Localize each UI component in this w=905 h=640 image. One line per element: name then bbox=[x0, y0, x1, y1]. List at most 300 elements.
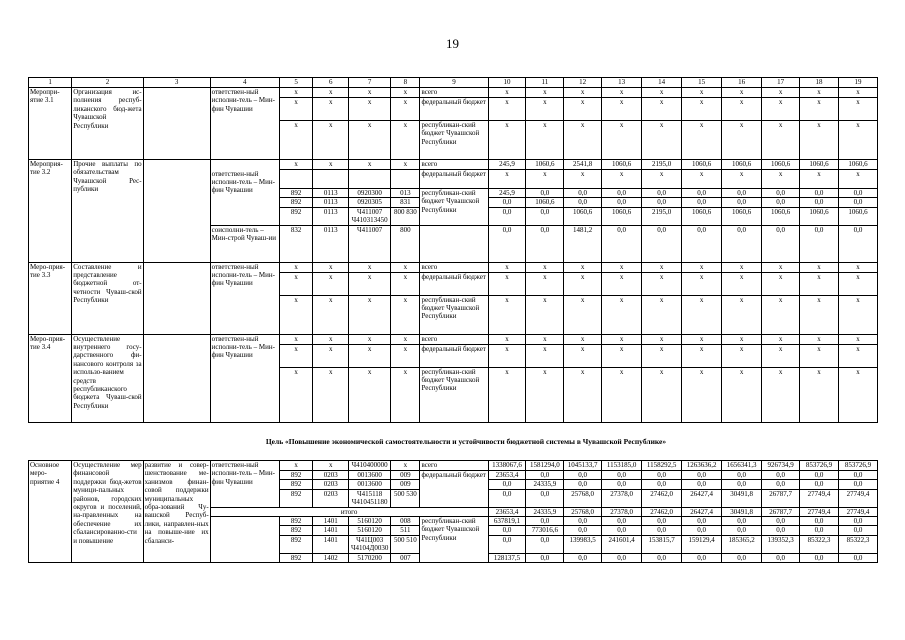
funding-source bbox=[420, 225, 488, 262]
measure-code: Меро-прия-тие 3.3 bbox=[29, 262, 72, 334]
column-number-header: 16 bbox=[722, 78, 762, 88]
value-cell: x bbox=[762, 121, 800, 160]
measure-code: Меропри-ятие 3.1 bbox=[29, 88, 72, 160]
budget-code-cell: x bbox=[279, 334, 313, 344]
value-cell: x bbox=[602, 98, 642, 121]
value-cell: 0,0 bbox=[526, 471, 564, 480]
value-cell: 139983,5 bbox=[564, 535, 602, 553]
m34-row bbox=[29, 334, 878, 344]
value-cell: x bbox=[838, 262, 877, 272]
value-cell: x bbox=[526, 262, 564, 272]
value-cell: x bbox=[722, 334, 762, 344]
value-cell: 0,0 bbox=[602, 198, 642, 207]
budget-code-cell: 009 bbox=[391, 471, 420, 480]
value-cell: x bbox=[488, 272, 526, 295]
value-cell: x bbox=[602, 121, 642, 160]
value-cell: x bbox=[602, 170, 642, 189]
value-cell: 0,0 bbox=[838, 225, 877, 262]
value-cell: x bbox=[642, 98, 682, 121]
funding-source: республикан-ский бюджет Чувашской Республики bbox=[420, 367, 488, 422]
value-cell: 1060,6 bbox=[800, 160, 839, 170]
value-cell: 0,0 bbox=[682, 198, 722, 207]
budget-code-cell bbox=[313, 170, 349, 189]
value-cell: 1060,6 bbox=[722, 160, 762, 170]
measure-name: Прочие выплаты по обязательствам Чувашской Рес-публики bbox=[72, 160, 143, 263]
budget-code-cell: 500 510 bbox=[391, 535, 420, 553]
column-number-header: 1 bbox=[29, 78, 72, 88]
value-cell: 0,0 bbox=[838, 553, 877, 562]
value-cell: 1060,6 bbox=[564, 207, 602, 225]
column-number-header: 3 bbox=[143, 78, 210, 88]
budget-code-cell: x bbox=[349, 295, 391, 334]
value-cell: 1263636,2 bbox=[682, 461, 722, 471]
value-cell: 0,0 bbox=[488, 207, 526, 225]
budget-code-cell: x bbox=[313, 295, 349, 334]
task-cell bbox=[143, 334, 210, 422]
task-cell bbox=[143, 160, 210, 263]
budget-code-cell: x bbox=[349, 160, 391, 170]
funding-source: республикан-ский бюджет Чувашской Республики bbox=[420, 189, 488, 226]
column-number-header: 4 bbox=[210, 78, 279, 88]
budget-code-cell: x bbox=[349, 98, 391, 121]
column-number-header: 5 bbox=[279, 78, 313, 88]
value-cell: x bbox=[488, 98, 526, 121]
value-cell: 0,0 bbox=[564, 526, 602, 535]
value-cell: 245,9 bbox=[488, 189, 526, 198]
value-cell: x bbox=[642, 295, 682, 334]
value-cell: x bbox=[838, 170, 877, 189]
budget-code-cell: 892 bbox=[279, 480, 313, 489]
value-cell: 0,0 bbox=[762, 225, 800, 262]
value-cell: x bbox=[762, 272, 800, 295]
value-cell: 0,0 bbox=[602, 225, 642, 262]
value-cell: x bbox=[722, 170, 762, 189]
value-cell: 0,0 bbox=[642, 480, 682, 489]
value-cell: x bbox=[564, 262, 602, 272]
budget-code-cell: x bbox=[391, 367, 420, 422]
column-number-header: 9 bbox=[420, 78, 488, 88]
value-cell: 0,0 bbox=[722, 517, 762, 526]
value-cell: x bbox=[762, 88, 800, 98]
value-cell: 0,0 bbox=[526, 517, 564, 526]
funding-source: всего bbox=[420, 461, 488, 471]
value-cell: x bbox=[682, 121, 722, 160]
value-cell: 0,0 bbox=[682, 189, 722, 198]
responsible-executor: ответствен-ный исполни-тель – Мин-фин Чувашии bbox=[210, 461, 279, 508]
value-cell: x bbox=[526, 272, 564, 295]
value-cell: 0,0 bbox=[526, 207, 564, 225]
funding-source: республикан-ский бюджет Чувашской Республики bbox=[420, 295, 488, 334]
value-cell: x bbox=[564, 334, 602, 344]
m32-row bbox=[29, 160, 878, 170]
budget-code-cell: 892 bbox=[279, 489, 313, 507]
value-cell: 0,0 bbox=[602, 517, 642, 526]
value-cell: x bbox=[602, 334, 642, 344]
subtotal-label: итого bbox=[210, 507, 488, 516]
value-cell: x bbox=[526, 367, 564, 422]
value-cell: 0,0 bbox=[800, 553, 839, 562]
budget-code-cell: 0013600 bbox=[349, 480, 391, 489]
om4-row bbox=[29, 461, 878, 471]
budget-code-cell: 0113 bbox=[313, 225, 349, 262]
value-cell: 0,0 bbox=[762, 526, 800, 535]
value-cell: 0,0 bbox=[488, 225, 526, 262]
value-cell: 0,0 bbox=[800, 526, 839, 535]
column-number-header: 15 bbox=[682, 78, 722, 88]
value-cell: 1060,6 bbox=[682, 160, 722, 170]
value-cell: 0,0 bbox=[526, 535, 564, 553]
budget-code-cell: x bbox=[391, 262, 420, 272]
value-cell: 27749,4 bbox=[800, 489, 839, 507]
value-cell: 1481,2 bbox=[564, 225, 602, 262]
responsible-executor bbox=[210, 160, 279, 170]
funding-source: всего bbox=[420, 334, 488, 344]
responsible-executor: ответствен-ный исполни-тель – Мин-фин Чувашии bbox=[210, 334, 279, 422]
value-cell: 26427,4 bbox=[682, 489, 722, 507]
value-cell: 0,0 bbox=[800, 471, 839, 480]
value-cell: 23653,4 bbox=[488, 471, 526, 480]
value-cell: x bbox=[762, 170, 800, 189]
budget-code-cell: 1401 bbox=[313, 526, 349, 535]
value-cell: 30491,8 bbox=[722, 489, 762, 507]
value-cell: 0,0 bbox=[800, 225, 839, 262]
budget-code-cell: 892 bbox=[279, 189, 313, 198]
funding-source: всего bbox=[420, 262, 488, 272]
measure-code: Мероприя-тие 3.2 bbox=[29, 160, 72, 263]
budget-code-cell: 0113 bbox=[313, 198, 349, 207]
value-cell: x bbox=[564, 88, 602, 98]
m31-row bbox=[29, 88, 878, 98]
value-cell: 0,0 bbox=[762, 480, 800, 489]
value-cell: x bbox=[762, 367, 800, 422]
budget-code-cell: x bbox=[279, 461, 313, 471]
value-cell: 1045133,7 bbox=[564, 461, 602, 471]
budget-code-cell: 007 bbox=[391, 553, 420, 562]
m33-row bbox=[29, 262, 878, 272]
value-cell: 0,0 bbox=[564, 198, 602, 207]
value-cell: x bbox=[642, 262, 682, 272]
budget-code-cell: x bbox=[349, 344, 391, 367]
value-cell: 0,0 bbox=[642, 553, 682, 562]
value-cell: x bbox=[800, 344, 839, 367]
value-cell: 0,0 bbox=[682, 553, 722, 562]
goal-table bbox=[28, 460, 878, 563]
column-number-header: 11 bbox=[526, 78, 564, 88]
value-cell: 128137,5 bbox=[488, 553, 526, 562]
value-cell: x bbox=[838, 88, 877, 98]
value-cell: 1060,6 bbox=[526, 160, 564, 170]
value-cell: 0,0 bbox=[762, 471, 800, 480]
value-cell: x bbox=[564, 272, 602, 295]
value-cell: 0,0 bbox=[564, 517, 602, 526]
budget-code-cell: x bbox=[313, 344, 349, 367]
value-cell: x bbox=[526, 98, 564, 121]
budget-code-cell: 5160120 bbox=[349, 517, 391, 526]
budget-code-cell: x bbox=[313, 121, 349, 160]
value-cell: 0,0 bbox=[722, 480, 762, 489]
task-cell bbox=[143, 262, 210, 334]
value-cell: 0,0 bbox=[800, 198, 839, 207]
value-cell: 0,0 bbox=[838, 526, 877, 535]
value-cell: 1060,6 bbox=[838, 160, 877, 170]
budget-code-cell: x bbox=[349, 88, 391, 98]
value-cell: x bbox=[800, 367, 839, 422]
value-cell: 0,0 bbox=[564, 471, 602, 480]
budget-code-cell: 800 bbox=[391, 225, 420, 262]
value-cell: 0,0 bbox=[682, 517, 722, 526]
value-cell: 1153185,0 bbox=[602, 461, 642, 471]
budget-code-cell: 892 bbox=[279, 471, 313, 480]
value-cell: x bbox=[682, 170, 722, 189]
measure-code: Основное меро-приятие 4 bbox=[29, 461, 72, 563]
value-cell: x bbox=[800, 262, 839, 272]
value-cell: 2195,0 bbox=[642, 160, 682, 170]
value-cell: 0,0 bbox=[488, 480, 526, 489]
value-cell: 0,0 bbox=[762, 553, 800, 562]
value-cell: 241601,4 bbox=[602, 535, 642, 553]
value-cell: 1656341,3 bbox=[722, 461, 762, 471]
value-cell: 0,0 bbox=[722, 189, 762, 198]
value-cell: 25768,0 bbox=[564, 489, 602, 507]
budget-code-cell: x bbox=[313, 88, 349, 98]
budget-code-cell: Ч411007 Ч410313450 bbox=[349, 207, 391, 225]
value-cell: 0,0 bbox=[526, 189, 564, 198]
budget-code-cell: 5160120 bbox=[349, 526, 391, 535]
value-cell: 27749,4 bbox=[800, 507, 839, 516]
value-cell: 2195,0 bbox=[642, 207, 682, 225]
budget-code-cell: x bbox=[349, 262, 391, 272]
value-cell: x bbox=[682, 98, 722, 121]
value-cell: x bbox=[838, 272, 877, 295]
value-cell: x bbox=[602, 295, 642, 334]
value-cell: x bbox=[762, 344, 800, 367]
value-cell: 0,0 bbox=[642, 517, 682, 526]
budget-code-cell: x bbox=[313, 262, 349, 272]
budget-code-cell: 013 bbox=[391, 189, 420, 198]
value-cell: x bbox=[488, 367, 526, 422]
measure-name: Осуществление внутреннего госу-дарственного фи-нансового контроля за использо-ванием средств республиканского бюджета Чуваш-ской Республики bbox=[72, 334, 143, 422]
value-cell: 2541,8 bbox=[564, 160, 602, 170]
budget-code-cell: 0203 bbox=[313, 480, 349, 489]
budget-code-cell: x bbox=[391, 98, 420, 121]
budget-code-cell: x bbox=[391, 160, 420, 170]
value-cell: x bbox=[800, 98, 839, 121]
value-cell: 0,0 bbox=[800, 189, 839, 198]
value-cell: 23653,4 bbox=[488, 507, 526, 516]
value-cell: x bbox=[564, 170, 602, 189]
budget-code-cell: x bbox=[279, 88, 313, 98]
value-cell: x bbox=[722, 88, 762, 98]
value-cell: 1060,6 bbox=[682, 207, 722, 225]
value-cell: 1060,6 bbox=[602, 160, 642, 170]
value-cell: 926734,9 bbox=[762, 461, 800, 471]
value-cell: 1060,6 bbox=[800, 207, 839, 225]
value-cell: 637819,1 bbox=[488, 517, 526, 526]
budget-code-cell: 009 bbox=[391, 480, 420, 489]
value-cell: x bbox=[526, 344, 564, 367]
value-cell: 0,0 bbox=[722, 471, 762, 480]
value-cell: x bbox=[602, 272, 642, 295]
value-cell: x bbox=[762, 295, 800, 334]
measure-name: Организация ис-полнения респуб-ликанского бюд-жета Чувашской Республики bbox=[72, 88, 143, 160]
budget-code-cell: x bbox=[391, 88, 420, 98]
value-cell: 0,0 bbox=[762, 189, 800, 198]
value-cell: x bbox=[526, 170, 564, 189]
budget-code-cell: 0113 bbox=[313, 207, 349, 225]
budget-code-cell: x bbox=[313, 461, 349, 471]
value-cell: 1060,6 bbox=[762, 160, 800, 170]
budget-code-cell: 0013600 bbox=[349, 471, 391, 480]
budget-code-cell: 5170200 bbox=[349, 553, 391, 562]
budget-code-cell: x bbox=[391, 121, 420, 160]
program-table bbox=[28, 77, 878, 423]
funding-source: федеральный бюджет bbox=[420, 344, 488, 367]
budget-code-cell: 0113 bbox=[313, 189, 349, 198]
column-number-header: 10 bbox=[488, 78, 526, 88]
value-cell: x bbox=[564, 344, 602, 367]
value-cell: 24335,9 bbox=[526, 507, 564, 516]
value-cell: x bbox=[642, 344, 682, 367]
value-cell: 0,0 bbox=[762, 198, 800, 207]
value-cell: x bbox=[838, 344, 877, 367]
value-cell: 153815,7 bbox=[642, 535, 682, 553]
column-number-header: 8 bbox=[391, 78, 420, 88]
value-cell: x bbox=[564, 121, 602, 160]
value-cell: x bbox=[564, 367, 602, 422]
budget-code-cell: x bbox=[349, 334, 391, 344]
funding-source: федеральный бюджет bbox=[420, 98, 488, 121]
budget-code-cell: x bbox=[349, 367, 391, 422]
responsible-executor: ответствен-ный исполни-тель – Мин-фин Чувашии bbox=[210, 88, 279, 160]
value-cell: 1158292,5 bbox=[642, 461, 682, 471]
value-cell: x bbox=[682, 344, 722, 367]
column-number-header: 2 bbox=[72, 78, 143, 88]
budget-code-cell: 892 bbox=[279, 517, 313, 526]
measure-name: Составление и представление бюджетной от-четности Чуваш-ской Республики bbox=[72, 262, 143, 334]
budget-code-cell: x bbox=[313, 367, 349, 422]
value-cell: 0,0 bbox=[642, 189, 682, 198]
value-cell: x bbox=[800, 334, 839, 344]
value-cell: 0,0 bbox=[800, 480, 839, 489]
value-cell: x bbox=[800, 295, 839, 334]
value-cell: 0,0 bbox=[642, 198, 682, 207]
value-cell: x bbox=[526, 88, 564, 98]
value-cell: 0,0 bbox=[642, 225, 682, 262]
value-cell: 30491,8 bbox=[722, 507, 762, 516]
header-row bbox=[29, 78, 878, 88]
budget-code-cell: x bbox=[279, 160, 313, 170]
value-cell: x bbox=[722, 262, 762, 272]
responsible-executor: ответствен-ный исполни-тель – Мин-фин Чувашии bbox=[210, 262, 279, 334]
value-cell: x bbox=[762, 262, 800, 272]
value-cell: 0,0 bbox=[602, 553, 642, 562]
value-cell: x bbox=[526, 334, 564, 344]
value-cell: x bbox=[722, 344, 762, 367]
value-cell: x bbox=[682, 262, 722, 272]
value-cell: 0,0 bbox=[838, 480, 877, 489]
value-cell: 27462,0 bbox=[642, 489, 682, 507]
task-cell: развитие и совер-шенствование ме-ханизмов финан-совой поддержки муниципальных обра-зований Чу-вашской Респуб-лики, направлен-ных на повыше-ние их сбаланси- bbox=[143, 461, 210, 563]
measure-code: Меро-прия-тие 3.4 bbox=[29, 334, 72, 422]
value-cell: 0,0 bbox=[564, 553, 602, 562]
value-cell: 853726,9 bbox=[800, 461, 839, 471]
value-cell: 25768,0 bbox=[564, 507, 602, 516]
column-number-header: 12 bbox=[564, 78, 602, 88]
task-cell bbox=[143, 88, 210, 160]
responsible-executor: ответствен-ный исполни-тель – Мин-фин Чувашии bbox=[210, 170, 279, 226]
value-cell: 0,0 bbox=[602, 526, 642, 535]
value-cell: 1060,6 bbox=[762, 207, 800, 225]
value-cell: x bbox=[838, 121, 877, 160]
budget-code-cell: 1402 bbox=[313, 553, 349, 562]
budget-code-cell bbox=[349, 170, 391, 189]
budget-code-cell: x bbox=[313, 98, 349, 121]
value-cell: 0,0 bbox=[642, 471, 682, 480]
budget-code-cell: 892 bbox=[279, 553, 313, 562]
value-cell: 0,0 bbox=[722, 198, 762, 207]
budget-code-cell: x bbox=[279, 272, 313, 295]
value-cell: x bbox=[762, 98, 800, 121]
value-cell: x bbox=[642, 88, 682, 98]
value-cell: x bbox=[722, 98, 762, 121]
value-cell: 0,0 bbox=[602, 471, 642, 480]
value-cell: x bbox=[722, 295, 762, 334]
value-cell: 0,0 bbox=[682, 225, 722, 262]
column-number-header: 7 bbox=[349, 78, 391, 88]
value-cell: x bbox=[526, 121, 564, 160]
budget-code-cell: 892 bbox=[279, 207, 313, 225]
budget-code-cell: 0920300 bbox=[349, 189, 391, 198]
budget-code-cell: 832 bbox=[279, 225, 313, 262]
measure-name: Осуществление мер финансовой поддержки бюд-жетов муници-пальных районов, городских округов и поселений, на-правленных на обеспечение их сбалансированно-сти и повышение bbox=[72, 461, 143, 563]
value-cell: x bbox=[526, 295, 564, 334]
value-cell: 27378,0 bbox=[602, 507, 642, 516]
value-cell: x bbox=[564, 295, 602, 334]
value-cell: 0,0 bbox=[838, 517, 877, 526]
value-cell: 0,0 bbox=[838, 471, 877, 480]
value-cell: 159129,4 bbox=[682, 535, 722, 553]
value-cell: x bbox=[838, 295, 877, 334]
budget-code-cell: x bbox=[391, 344, 420, 367]
value-cell: 27378,0 bbox=[602, 489, 642, 507]
budget-code-cell: x bbox=[391, 295, 420, 334]
value-cell: 27462,0 bbox=[642, 507, 682, 516]
budget-code-cell: x bbox=[279, 262, 313, 272]
value-cell: x bbox=[800, 121, 839, 160]
value-cell: x bbox=[838, 98, 877, 121]
budget-code-cell: x bbox=[279, 121, 313, 160]
budget-code-cell: x bbox=[391, 272, 420, 295]
budget-code-cell: 511 bbox=[391, 526, 420, 535]
budget-code-cell bbox=[279, 170, 313, 189]
value-cell: 0,0 bbox=[762, 517, 800, 526]
budget-code-cell: 008 bbox=[391, 517, 420, 526]
value-cell: 24335,9 bbox=[526, 480, 564, 489]
funding-source: всего bbox=[420, 160, 488, 170]
budget-code-cell: x bbox=[313, 334, 349, 344]
value-cell: x bbox=[800, 272, 839, 295]
value-cell: x bbox=[800, 88, 839, 98]
budget-code-cell: 500 530 bbox=[391, 489, 420, 507]
value-cell: 0,0 bbox=[722, 526, 762, 535]
value-cell: x bbox=[722, 367, 762, 422]
value-cell: 1060,6 bbox=[838, 207, 877, 225]
value-cell: x bbox=[762, 334, 800, 344]
value-cell: x bbox=[642, 170, 682, 189]
value-cell: x bbox=[838, 367, 877, 422]
budget-code-cell: x bbox=[279, 295, 313, 334]
funding-source: федеральный бюджет bbox=[420, 272, 488, 295]
